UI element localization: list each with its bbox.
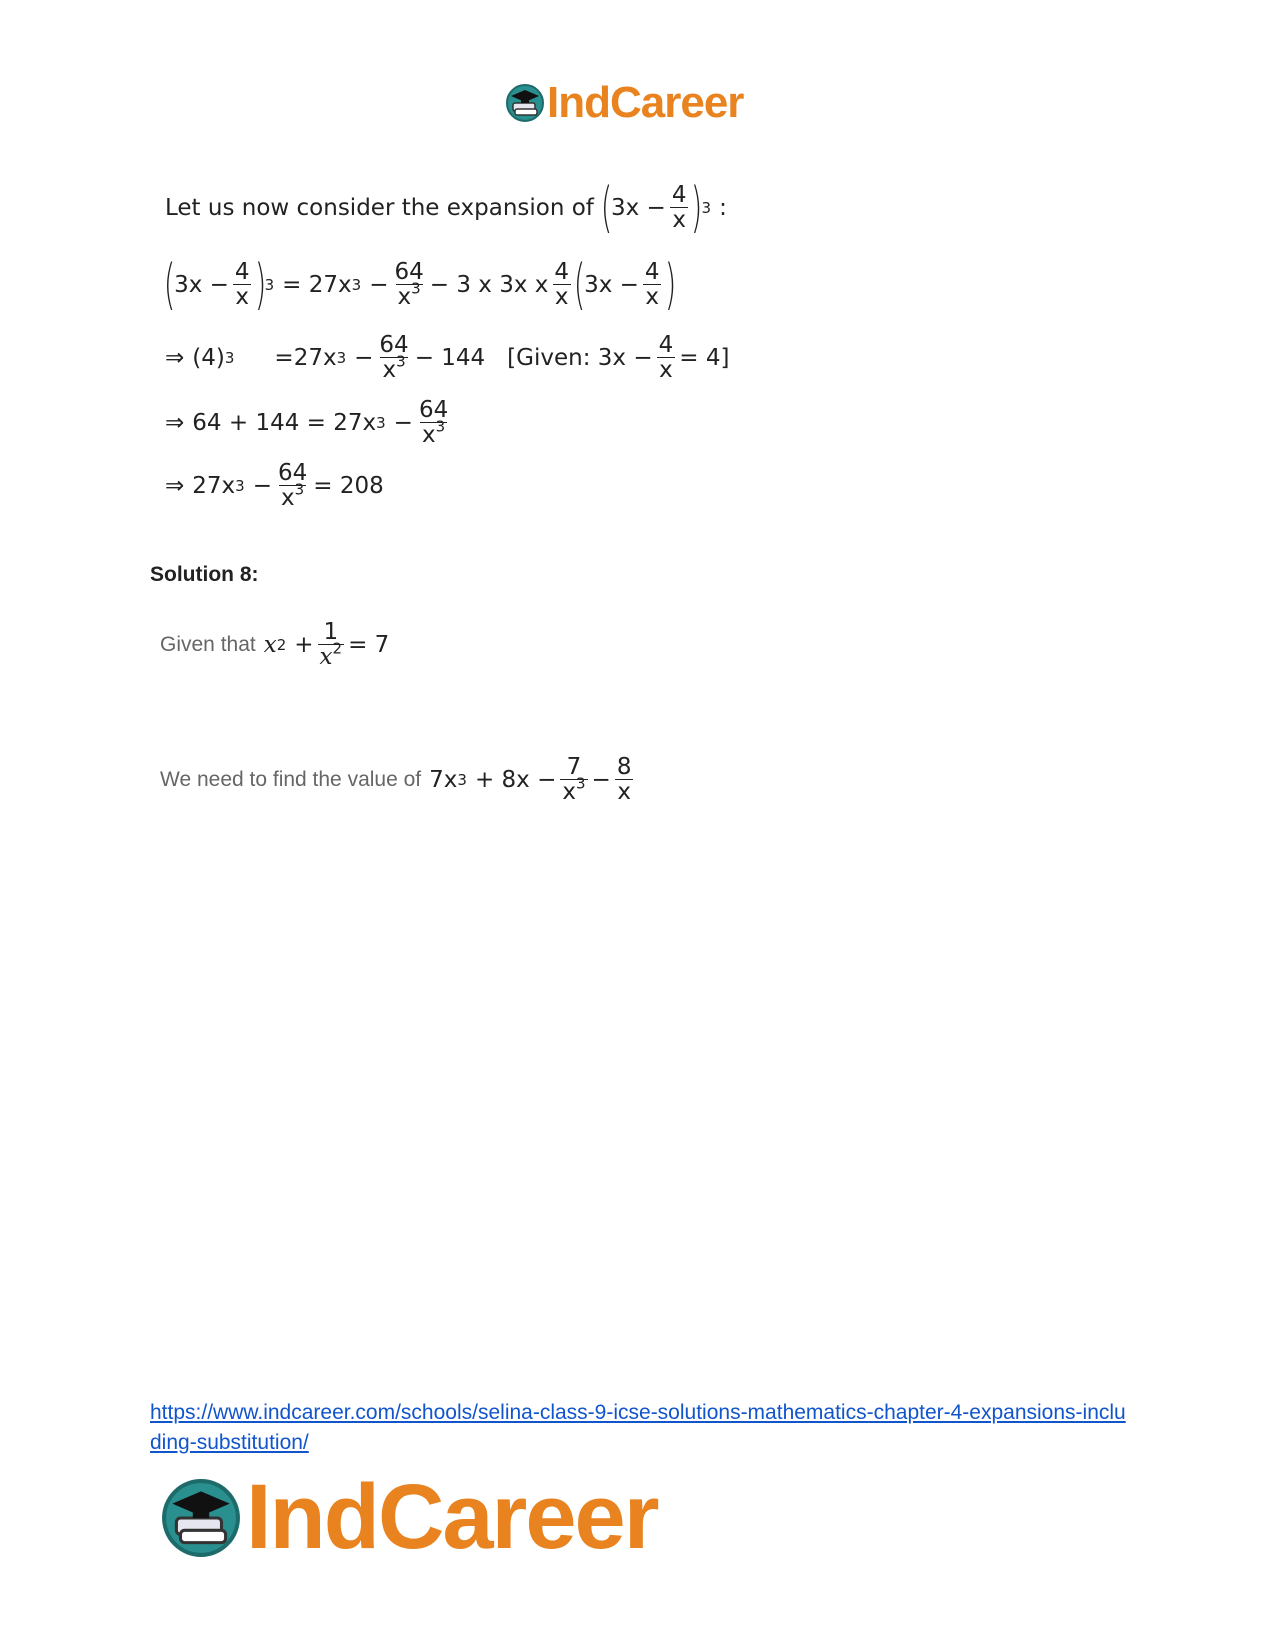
intro-fraction: $\frac{4}{x}$ — [671, 181, 687, 233]
find-text: We need to find the value of — [160, 768, 422, 792]
fraction: $\frac{4}{x}$ — [554, 258, 570, 310]
intro-base: 3x − — [610, 195, 666, 221]
intro-text: Let us now consider the expansion of — [165, 195, 594, 221]
fraction: $\frac{64}{x^3}$ — [394, 258, 424, 310]
fraction: $\frac{4}{x}$ — [234, 258, 250, 310]
graduation-globe-icon — [505, 83, 545, 123]
find-statement: We need to find the value of 7x 3 + 8x − $\frac{7}{x^3}$ − $\frac{8}{x}$ — [160, 754, 632, 806]
implies-arrow: ⇒ — [165, 410, 185, 437]
fraction: $\frac{64}{x^3}$ — [379, 332, 409, 384]
given-note: [Given: 3x − — [507, 345, 653, 372]
expansion-intro: Let us now consider the expansion of ( 3x − $\frac{4}{x}$ ) 3 : — [165, 176, 727, 239]
given-text: Given that — [160, 633, 256, 657]
source-url-link[interactable]: https://www.indcareer.com/schools/selina-class-9-icse-solutions-mathematics-chapter-4-expansions-including-substitution/ — [150, 1401, 1126, 1454]
fraction: $\frac{7}{x^3}$ — [562, 754, 586, 806]
fraction: $\frac{1}{x^2}$ — [319, 619, 343, 671]
implies-arrow: ⇒ — [165, 345, 185, 372]
logo-text: IndCareer — [246, 1466, 658, 1568]
fraction: $\frac{8}{x}$ — [616, 754, 632, 806]
given-statement: Given that x 2 + $\frac{1}{x^2}$ = 7 — [160, 619, 390, 671]
solution-heading: Solution 8: — [150, 563, 259, 586]
header-logo — [505, 78, 743, 128]
footer-logo — [160, 1465, 658, 1570]
implies-arrow: ⇒ — [165, 473, 185, 500]
equation-line-3: ⇒ 64 + 144 = 27x 3 − $\frac{64}{x^3}$ — [165, 397, 449, 449]
graduation-globe-icon — [160, 1477, 242, 1559]
equation-line-1: ( 3x − $\frac{4}{x}$ ) 3 = 27x 3 − $\frac{64}{x^3}$ − 3 x 3x x $\frac{4}{x}$ ( 3x − $\frac{4}{x}$ ) — [163, 253, 676, 316]
logo-text: IndCareer — [547, 78, 744, 127]
fraction: $\frac{64}{x^3}$ — [418, 397, 449, 449]
fraction: $\frac{4}{x}$ — [644, 258, 660, 310]
equation-line-2: ⇒ (4) 3 =27x 3 − $\frac{64}{x^3}$ − 144 [Given: 3x − $\frac{4}{x}$ = 4] — [165, 332, 730, 384]
fraction: $\frac{4}{x}$ — [658, 332, 674, 384]
equation-line-4: ⇒ 27x 3 − $\frac{64}{x^3}$ = 208 — [165, 460, 384, 512]
fraction: $\frac{64}{x^3}$ — [278, 460, 308, 512]
